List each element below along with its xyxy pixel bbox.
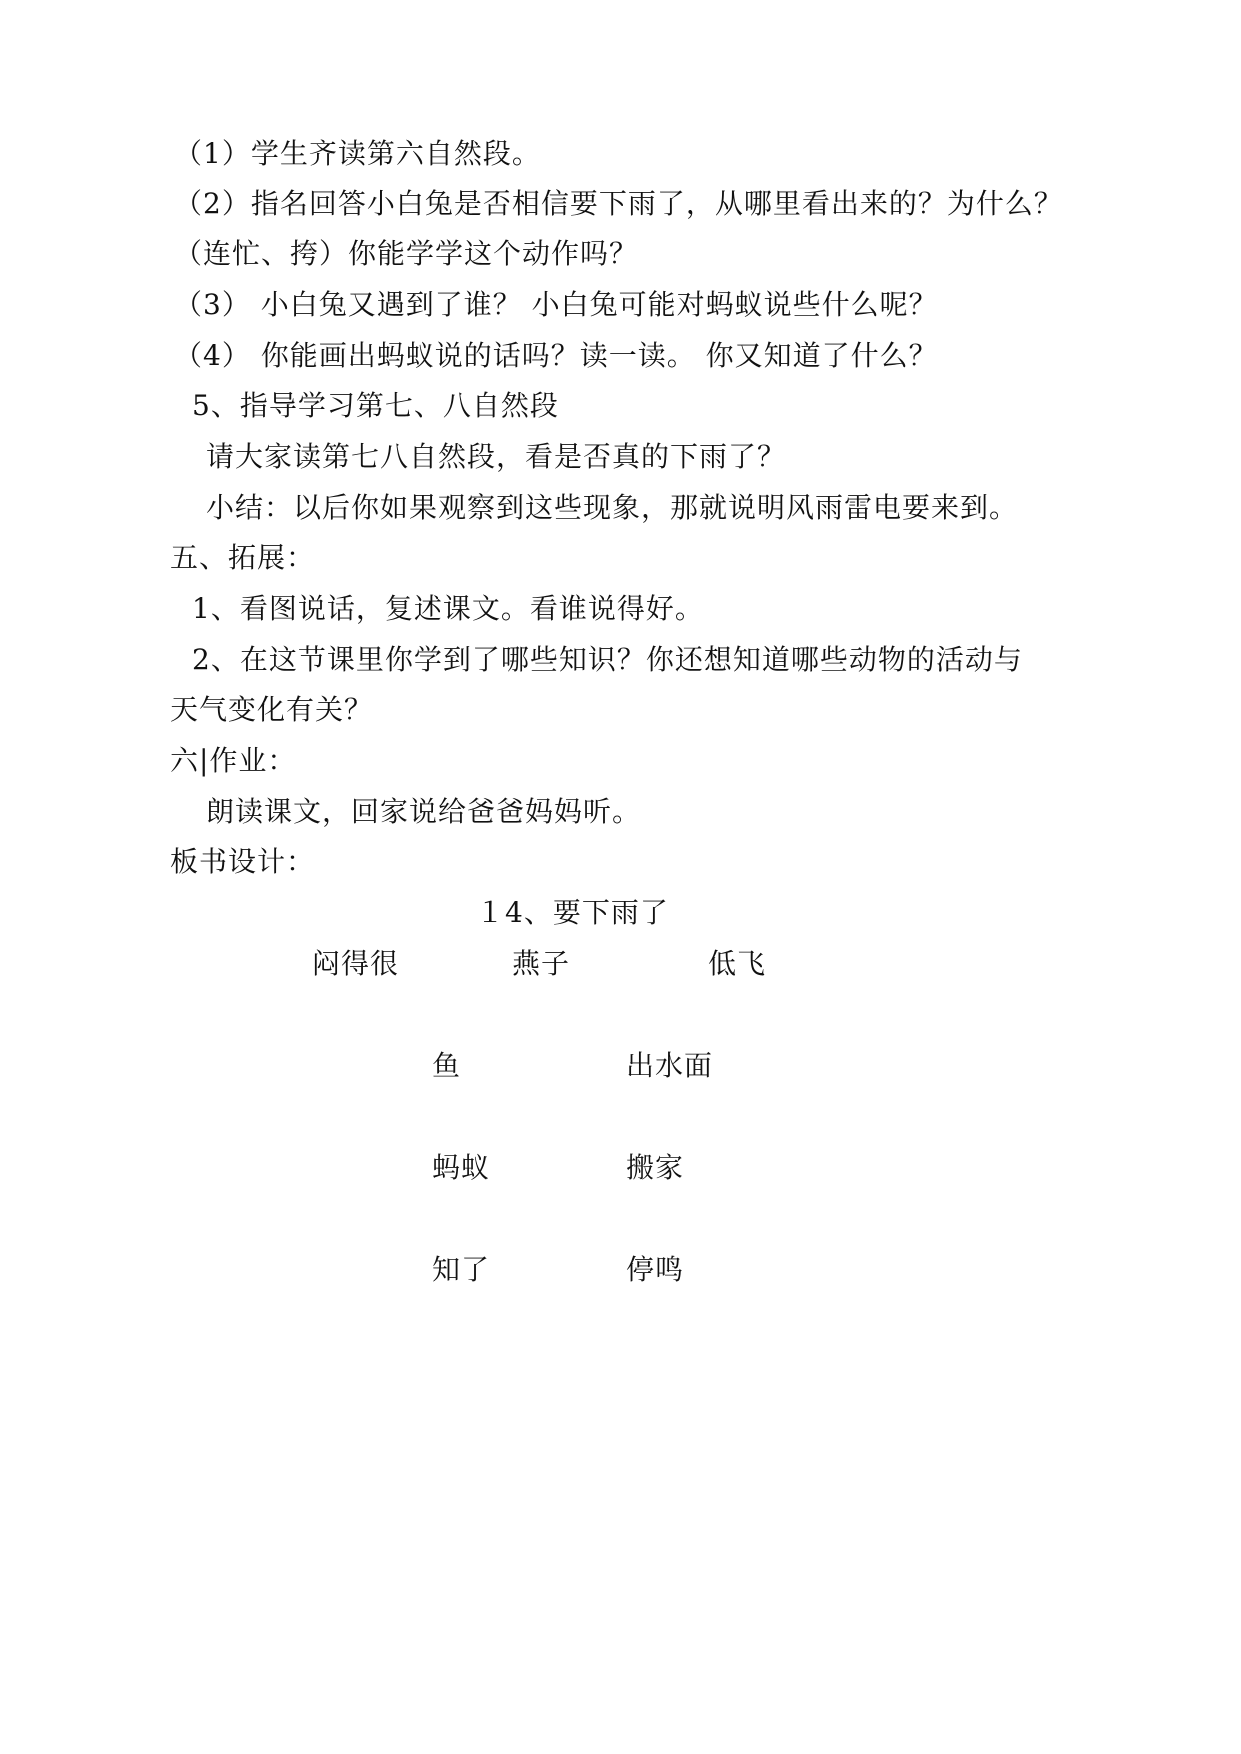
board-row1-col1: 闷得很 [312,947,400,980]
text-line-7: 请大家读第七八自然段，看是否真的下雨了？ [206,440,787,473]
board-pair3-left: 知了 [432,1253,491,1286]
text-line-8: 小结：以后你如果观察到这些现象，那就说明风雨雷电要来到。 [206,491,1019,524]
board-title: １4、要下雨了 [476,896,669,929]
text-line-2: （2）指名回答小白兔是否相信要下雨了，从哪里看出来的？为什么？ [174,187,1063,220]
text-line-12: 天气变化有关？ [170,693,374,726]
text-line-3: （连忙、挎）你能学学这个动作吗？ [174,237,639,270]
text-line-6: 5、指导学习第七、八自然段 [192,389,559,422]
board-pair1-right: 出水面 [626,1049,714,1082]
board-pair2-left: 蚂蚁 [432,1151,491,1184]
text-line-4: （3） 小白兔又遇到了谁？ 小白兔可能对蚂蚁说些什么呢？ [174,288,938,321]
board-row1-col2: 燕子 [512,947,571,980]
board-pair2-right: 搬家 [626,1151,685,1184]
text-line-5: （4） 你能画出蚂蚁说的话吗？读一读。 你又知道了什么？ [174,339,938,372]
text-line-10: 1、看图说话，复述课文。看谁说得好。 [192,592,704,625]
text-line-1: （1）学生齐读第六自然段。 [174,137,541,170]
text-line-14: 朗读课文，回家说给爸爸妈妈听。 [206,795,642,828]
board-row1-col3: 低飞 [708,947,767,980]
section-heading-homework: 六|作业： [170,744,297,777]
text-line-11: 2、在这节课里你学到了哪些知识？你还想知道哪些动物的活动与 [192,643,1023,676]
board-pair3-right: 停鸣 [626,1253,685,1286]
board-pair1-left: 鱼 [432,1049,462,1082]
section-heading-extension: 五、拓展： [170,541,316,574]
section-heading-board-design: 板书设计： [170,845,316,878]
